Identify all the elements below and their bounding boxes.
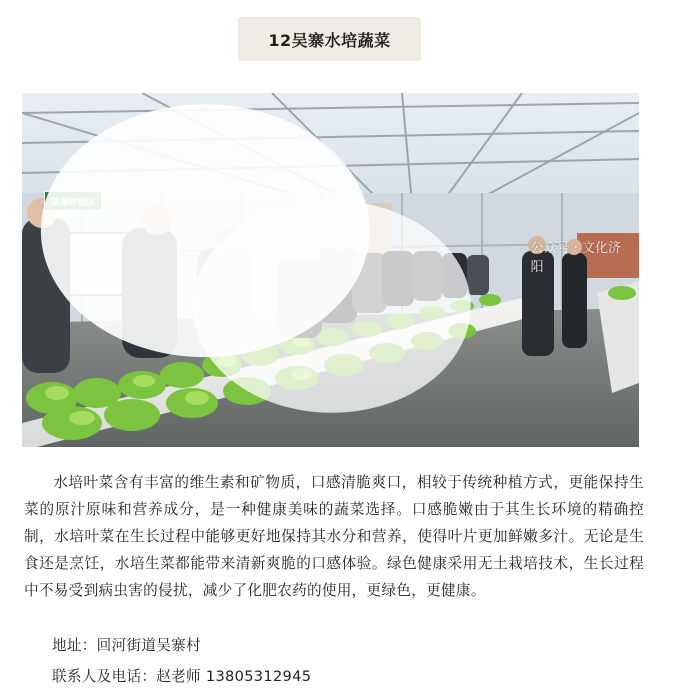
wechat-icon: [22, 93, 526, 433]
address-line: 地址：回河街道吴寨村: [52, 637, 201, 654]
watermark: [22, 93, 621, 433]
contact-line: 联系人及电话：赵老师 13805312945: [52, 668, 312, 685]
section-title: 12吴寨水培蔬菜: [238, 17, 421, 61]
watermark-text: 公众号 · 文化济阳: [530, 241, 621, 275]
description-paragraph: 水培叶菜含有丰富的维生素和矿物质，口感清脆爽口，相较于传统种植方式，更能保持生菜的原汁原味和营养成分，是一种健康美味的蔬菜选择。口感脆嫩由于其生长环境的精确控制，水培叶菜在生长过程中能够更好地保持其水分和营养，使得叶片更加鲜嫩多汁。无论是生食还是烹饪，水培生菜都能带来清新爽脆的口感体验。绿色健康采用无土栽培技术，生长过程中不易受到病虫害的侵扰，减少了化肥农药的使用，更绿色，更健康。: [24, 474, 644, 599]
greenhouse-photo: [22, 93, 639, 447]
